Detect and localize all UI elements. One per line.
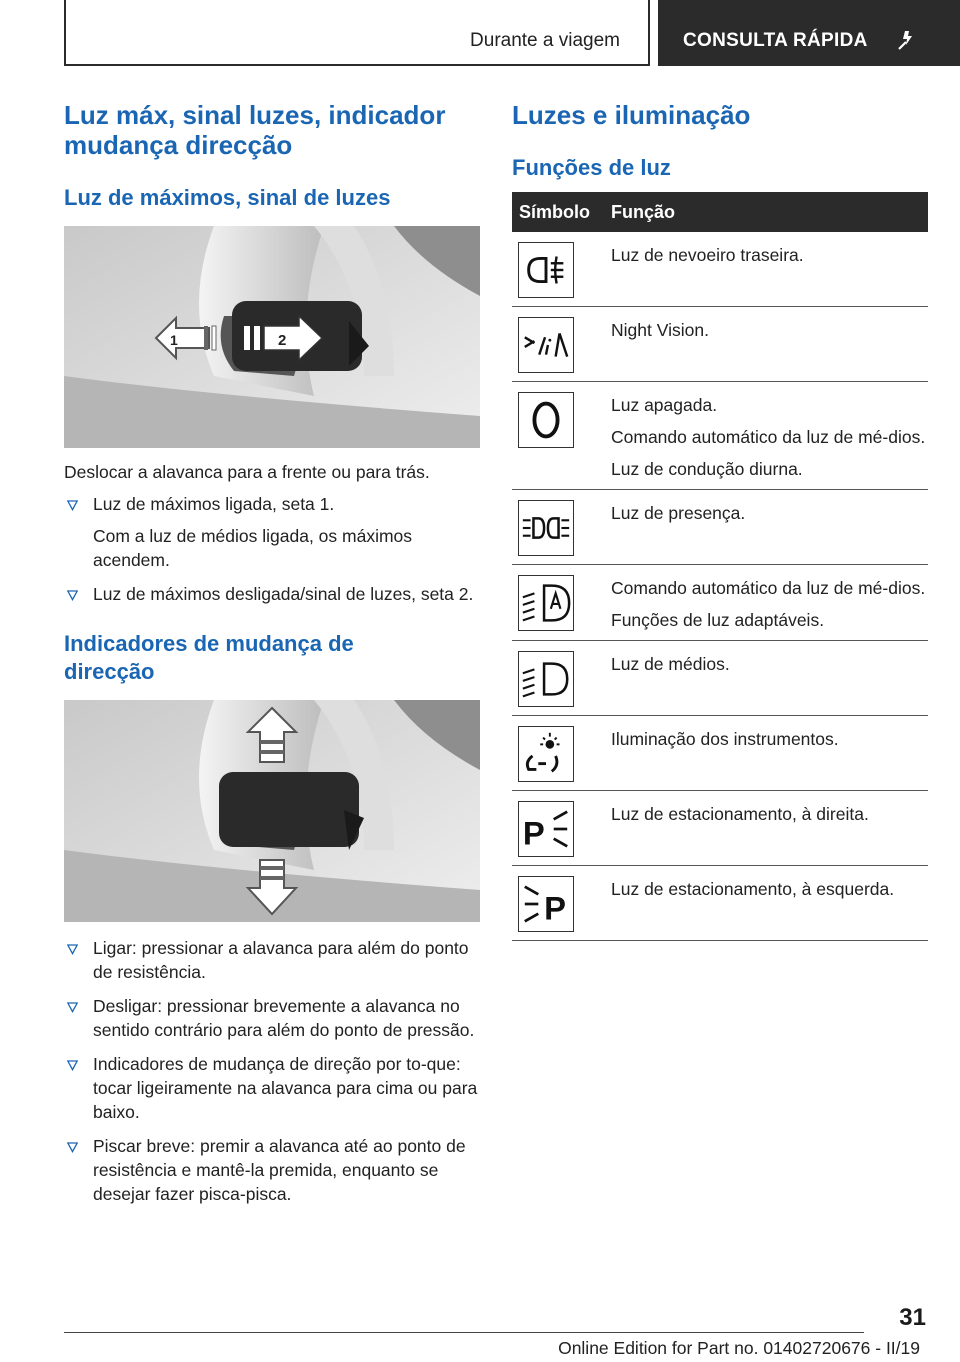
list-item-text: Piscar breve: premir a alavanca até ao ponto de resistência e mantê-la premida, enquanto se desejar fazer pisca-pisca. (93, 1136, 466, 1204)
lights-off-icon (518, 392, 574, 448)
high-beam-intro: Deslocar a alavanca para a frente ou para trás. (64, 462, 430, 482)
svg-text:P: P (544, 889, 566, 927)
function-text: Luz de estacionamento, à direita. (611, 804, 869, 824)
list-item-text: Ligar: pressionar a alavanca para além do ponto de resistência. (93, 938, 469, 982)
table-row (512, 716, 928, 791)
triangle-bullet-icon (67, 1060, 78, 1071)
function-text: Night Vision. (611, 320, 709, 340)
list-item (64, 1052, 480, 1124)
function-text: Luz de condução diurna. (611, 459, 803, 479)
list-item-text: Luz de máximos desligada/sinal de luzes, seta 2. (93, 584, 474, 604)
triangle-bullet-icon (67, 1142, 78, 1153)
column-header-symbol: Símbolo (512, 192, 604, 232)
list-item-note: Com a luz de médios ligada, os máximos acendem. (93, 526, 413, 570)
subsection-title-light-functions: Funções de luz (512, 155, 671, 180)
footer-divider (64, 1332, 864, 1333)
triangle-bullet-icon (67, 1002, 78, 1013)
function-text: Funções de luz adaptáveis. (611, 610, 825, 630)
list-item (64, 582, 480, 606)
function-text: Comando automático da luz de mé-dios. (611, 427, 926, 447)
arrow-2-label: 2 (278, 332, 287, 349)
parking-lights-icon (518, 500, 574, 556)
function-text: Iluminação dos instrumentos. (611, 729, 839, 749)
parking-light-left-icon (518, 876, 574, 932)
list-item (64, 936, 480, 984)
rear-fog-light-icon (518, 242, 574, 298)
parking-light-right-icon (518, 801, 574, 857)
table-header-row (512, 192, 928, 232)
page-number: 31 (899, 1304, 926, 1331)
list-item (64, 1134, 480, 1206)
table-row (512, 307, 928, 382)
low-beam-icon (518, 651, 574, 707)
table-row (512, 490, 928, 565)
triangle-bullet-icon (67, 944, 78, 955)
function-text: Luz de médios. (611, 654, 730, 674)
subsection-title-turn-signals: Indicadores de mudança de direcção (64, 631, 354, 684)
high-beam-lever-illustration (64, 226, 480, 448)
list-item-text: Desligar: pressionar brevemente a alavanca no sentido contrário para além do ponto de pressão. (93, 996, 475, 1040)
list-item-text: Indicadores de mudança de direção por to-que: tocar ligeiramente na alavanca para cima ou para baixo. (93, 1054, 478, 1122)
section-title-lighting: Luzes e iluminação (512, 100, 751, 130)
header-chapter-title: CONSULTA RÁPIDA (683, 30, 868, 51)
right-column (512, 100, 928, 941)
triangle-bullet-icon (67, 500, 78, 511)
table-row (512, 641, 928, 716)
function-text: Luz apagada. (611, 395, 718, 415)
instrument-lighting-icon (518, 726, 574, 782)
triangle-bullet-icon (67, 590, 78, 601)
svg-text:P: P (522, 814, 545, 852)
turn-signal-list (64, 936, 480, 1206)
list-item-text: Luz de máximos ligada, seta 1. (93, 494, 335, 514)
arrow-1-label: 1 (170, 332, 178, 348)
quick-reference-icon (896, 28, 920, 52)
light-functions-table (512, 192, 928, 941)
table-row (512, 382, 928, 490)
section-title: Luz máx, sinal luzes, indicador mudança direcção (64, 100, 446, 160)
table-row (512, 791, 928, 866)
auto-headlight-icon (518, 575, 574, 631)
function-text: Comando automático da luz de mé-dios. (611, 578, 926, 598)
function-text: Luz de estacionamento, à esquerda. (611, 879, 895, 899)
header-section-box (64, 0, 650, 66)
night-vision-icon (518, 317, 574, 373)
function-text: Luz de nevoeiro traseira. (611, 245, 804, 265)
left-column (64, 100, 480, 1206)
turn-signal-lever-illustration (64, 700, 480, 922)
table-row (512, 866, 928, 941)
header-chapter-box (658, 0, 960, 66)
list-item (64, 994, 480, 1042)
table-row (512, 565, 928, 641)
function-text: Luz de presença. (611, 503, 746, 523)
subsection-title-high-beam: Luz de máximos, sinal de luzes (64, 185, 391, 210)
high-beam-list (64, 492, 480, 606)
list-item (64, 492, 480, 572)
table-row (512, 232, 928, 307)
header-section-title: Durante a viagem (470, 30, 620, 51)
column-header-function: Função (604, 192, 928, 232)
footer-edition: Online Edition for Part no. 01402720676 - II/19 (558, 1338, 920, 1358)
